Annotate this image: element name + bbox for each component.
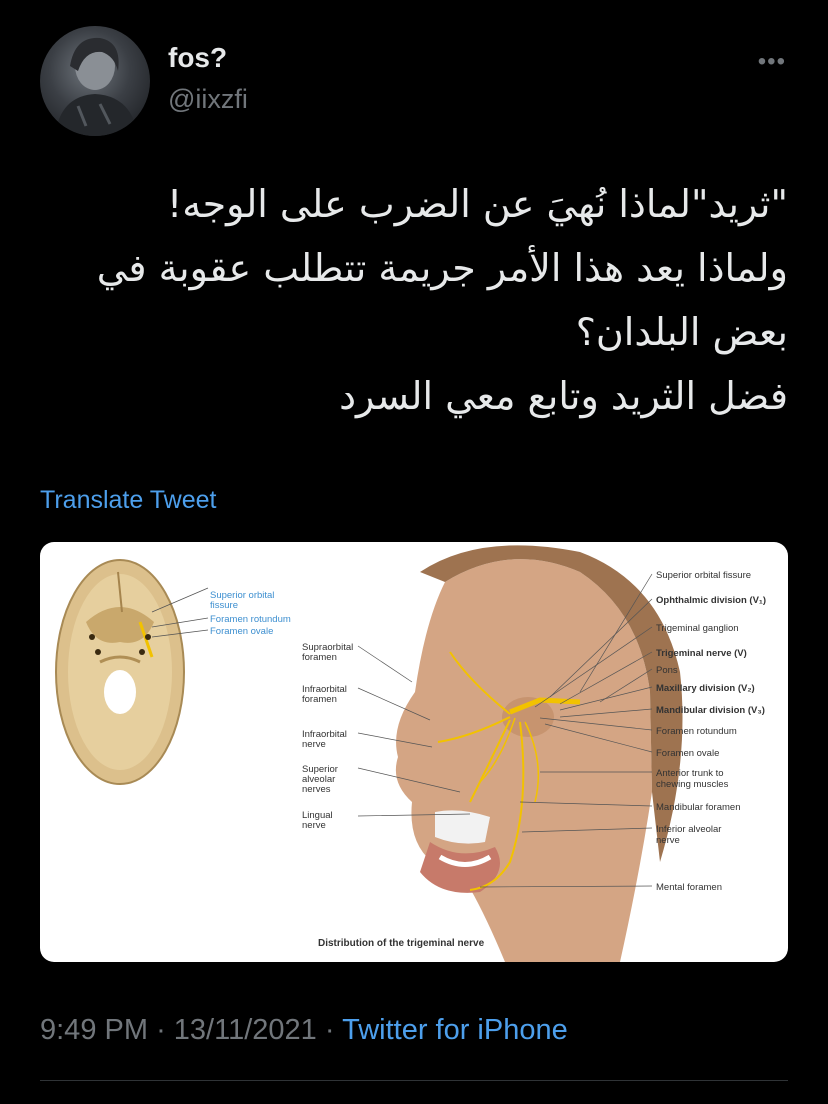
- left-anatomy-label: nerve: [302, 739, 326, 750]
- more-options-icon[interactable]: •••: [757, 48, 786, 75]
- left-anatomy-label: foramen: [302, 694, 337, 705]
- tweet-source-link[interactable]: Twitter for iPhone: [342, 1014, 568, 1046]
- skull-label: fissure: [210, 600, 238, 611]
- right-anatomy-label: Mandibular foramen: [656, 802, 741, 813]
- trigeminal-nerve-illustration: [40, 542, 788, 962]
- tweet-text-line: "ثريد"لماذا نُهيَ عن الضرب على الوجه!: [166, 182, 788, 226]
- right-anatomy-label: Maxillary division (V₂): [656, 683, 755, 694]
- left-anatomy-label: Lingual: [302, 810, 333, 821]
- meta-separator: ·: [324, 1014, 335, 1046]
- skull-label: Superior orbital: [210, 590, 275, 601]
- tweet-metadata: [40, 1014, 568, 1047]
- right-anatomy-label: Foramen rotundum: [656, 726, 737, 737]
- author-display-name[interactable]: fos?: [168, 42, 228, 73]
- divider: [40, 1080, 788, 1081]
- translate-tweet-link[interactable]: Translate Tweet: [40, 486, 217, 514]
- right-anatomy-label: Superior orbital fissure: [656, 570, 752, 581]
- tweet-text-line: فضل الثريد وتابع معي السرد: [339, 374, 788, 418]
- right-anatomy-label: Ophthalmic division (V₁): [656, 595, 767, 606]
- tweet-text-line: بعض البلدان؟: [575, 310, 788, 354]
- left-anatomy-label: Supraorbital: [302, 642, 354, 653]
- skull-label: Foramen rotundum: [210, 614, 291, 625]
- tweet-media-image[interactable]: [40, 542, 788, 962]
- right-anatomy-label: Anterior trunk to: [656, 768, 724, 779]
- skull-base-drawing: [56, 560, 208, 784]
- left-anatomy-label: foramen: [302, 652, 337, 663]
- left-anatomy-label: nerve: [302, 820, 326, 831]
- tweet-text: [40, 172, 788, 428]
- author-avatar[interactable]: [40, 26, 150, 136]
- right-anatomy-label: Mental foramen: [656, 882, 723, 893]
- right-anatomy-label: Pons: [656, 665, 678, 676]
- right-anatomy-label: Mandibular division (V₃): [656, 705, 765, 716]
- author-handle[interactable]: @iixzfi: [168, 84, 248, 114]
- avatar-image: [40, 26, 150, 136]
- meta-separator: ·: [156, 1014, 166, 1046]
- tweet-date: 13/11/2021: [173, 1014, 317, 1046]
- right-anatomy-label: nerve: [656, 835, 680, 846]
- right-anatomy-label: Inferior alveolar: [656, 824, 722, 835]
- head-drawing: [396, 545, 683, 962]
- right-anatomy-label: Trigeminal ganglion: [656, 623, 739, 634]
- left-anatomy-label: Infraorbital: [302, 729, 347, 740]
- figure-caption: Distribution of the trigeminal nerve: [318, 938, 485, 949]
- left-anatomy-label: alveolar: [302, 774, 336, 785]
- skull-label: Foramen ovale: [210, 626, 274, 637]
- right-anatomy-label: Trigeminal nerve (V): [656, 648, 747, 659]
- right-anatomy-label: chewing muscles: [656, 779, 729, 790]
- left-anatomy-label: nerves: [302, 784, 331, 795]
- right-anatomy-label: Foramen ovale: [656, 748, 720, 759]
- left-anatomy-label: Infraorbital: [302, 684, 347, 695]
- left-anatomy-label: Superior: [302, 764, 338, 775]
- tweet-time: 9:49 PM: [40, 1014, 148, 1046]
- tweet-text-line: ولماذا يعد هذا الأمر جريمة تتطلب عقوبة في: [96, 246, 788, 290]
